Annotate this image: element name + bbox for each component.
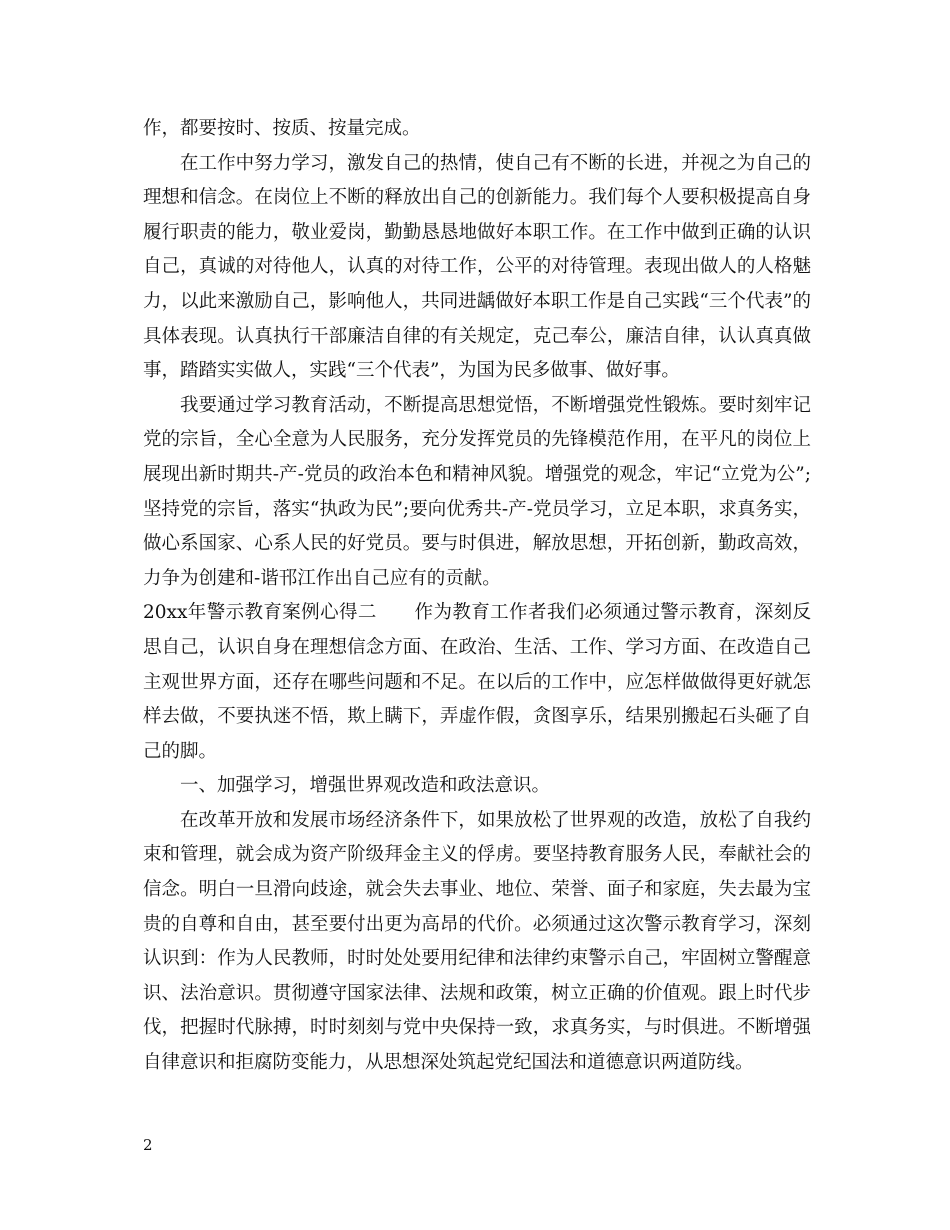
paragraph-party-education: 我要通过学习教育活动，不断提高思想觉悟，不断增强党性锻炼。要时刻牢记党的宗旨，全心全意为人民服务，充分发挥党员的先锋模范作用，在平凡的岗位上展现出新时期共-产-党员的政治本色和精神风貌。增强党的观念，牢记“立党为公”;坚持党的宗旨，落实“执政为民”;要向优秀共-产-党员学习，立足本职，求真务实，做心系国家、心系人民的好党员。要与时俱进，解放思想，开拓创新，勤政高效，力争为创建和-谐邗江作出自己应有的贡献。 [143, 394, 811, 589]
paragraph-case-reflection-two: 20xx年警示教育案例心得二 作为教育工作者我们必须通过警示教育，深刻反思自己，认识自身在理想信念方面、在政治、生活、工作、学习方面、在改造自己主观世界方面，还存在哪些问题和不足。在以后的工作中，应怎样做做得更好就怎样去做，不要执迷不悟，欺上瞒下，弄虚作假，贪图享乐，结果别搬起石头砸了自己的脚。 [143, 602, 811, 762]
page-number: 2 [143, 1136, 153, 1154]
paragraph-continuation: 作，都要按时、按质、按量完成。 [143, 118, 421, 139]
section-heading-strengthen-study: 一、加强学习，增强世界观改造和政法意识。 [180, 775, 551, 797]
paragraph-worldview-reform: 在改革开放和发展市场经济条件下，如果放松了世界观的改造，放松了自我约束和管理，就会成为资产阶级拜金主义的俘虏。要坚持教育服务人民，奉献社会的信念。明白一旦滑向歧途，就会失去事业、地位、荣誉、面子和家庭，失去最为宝贵的自尊和自由，甚至要付出更为高昂的代价。必须通过这次警示教育学习，深刻认识到：作为人民教师，时时处处要用纪律和法律约束警示自己，牢固树立警醒意识、法治意识。贯彻遵守国家法律、法规和政策，树立正确的价值观。跟上时代步伐，把握时代脉搏，时时刻刻与党中央保持一致，求真务实，与时俱进。不断增强自律意识和拒腐防变能力，从思想深处筑起党纪国法和道德意识两道防线。 [143, 809, 811, 1074]
paragraph-study-at-work: 在工作中努力学习，激发自己的热情，使自己有不断的长进，并视之为自己的理想和信念。在岗位上不断的释放出自己的创新能力。我们每个人要积极提高自身履行职责的能力，敬业爱岗，勤勤恳恳地做好本职工作。在工作中做到正确的认识自己，真诚的对待他人，认真的对待工作，公平的对待管理。表现出做人的人格魅力，以此来激励自己，影响他人，共同进龋做好本职工作是自己实践“三个代表”的具体表现。认真执行干部廉洁自律的有关规定，克己奉公，廉洁自律，认认真真做事，踏踏实实做人，实践“三个代表”，为国为民多做事、做好事。 [143, 152, 811, 382]
document-body [143, 112, 811, 1081]
